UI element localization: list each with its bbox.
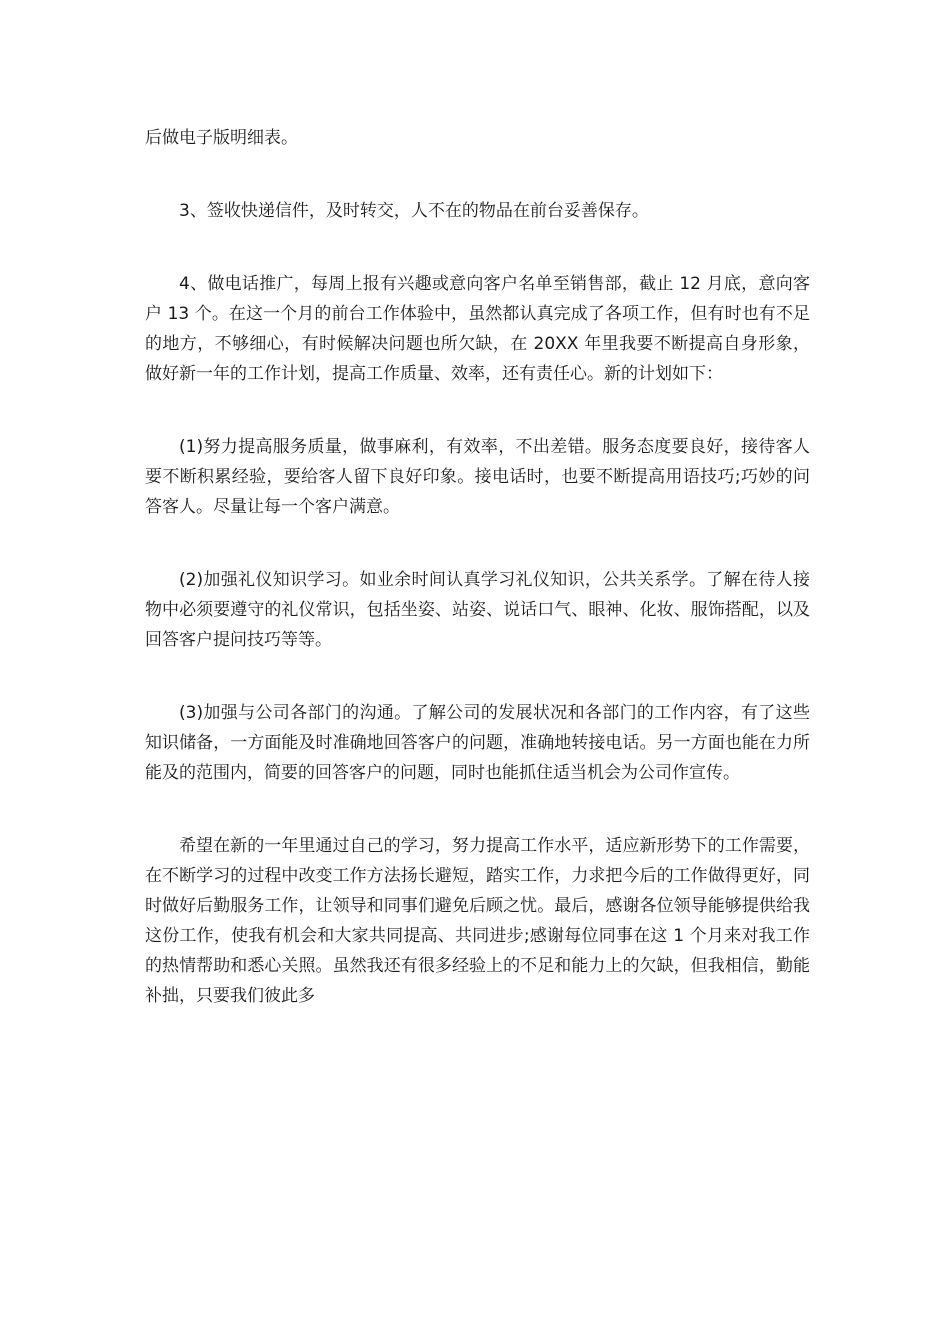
paragraph-plan-1: (1)努力提高服务质量，做事麻利，有效率，不出差错。服务态度要良好，接待客人要不断积累经验，要给客人留下良好印象。接电话时，也要不断提高用语技巧;巧妙的问答客人。尽量让每一个客户满意。 — [145, 437, 810, 517]
paragraph-plan-2: (2)加强礼仪知识学习。如业余时间认真学习礼仪知识，公共关系学。了解在待人接物中必须要遵守的礼仪常识，包括坐姿、站姿、说话口气、眼神、化妆、服饰搭配，以及回答客户提问技巧等等。 — [145, 570, 810, 650]
paragraph-item-3: 3、签收快递信件，及时转交，人不在的物品在前台妥善保存。 — [179, 201, 649, 221]
paragraph-item-4: 4、做电话推广，每周上报有兴趣或意向客户名单至销售部，截止 12 月底，意向客户 13 个。在这一个月的前台工作体验中，虽然都认真完成了各项工作，但有时也有不足的地方，不够细心，有时候解决问题也所欠缺，在 20XX 年里我要不断提高自身形象，做好新一年的工作计划，提高工作质量、效率，还有责任心。新的计划如下： — [145, 274, 810, 384]
document-body — [145, 123, 810, 1011]
paragraph-continuation: 后做电子版明细表。 — [145, 128, 298, 148]
paragraph-closing: 希望在新的一年里通过自己的学习，努力提高工作水平，适应新形势下的工作需要，在不断学习的过程中改变工作方法扬长避短，踏实工作，力求把今后的工作做得更好，同时做好后勤服务工作，让领导和同事们避免后顾之忧。最后，感谢各位领导能够提供给我这份工作，使我有机会和大家共同提高、共同进步;感谢每位同事在这 1 个月来对我工作的热情帮助和悉心关照。虽然我还有很多经验上的不足和能力上的欠缺，但我相信，勤能补拙，只要我们彼此多 — [145, 836, 810, 1006]
paragraph-plan-3: (3)加强与公司各部门的沟通。了解公司的发展状况和各部门的工作内容，有了这些知识储备，一方面能及时准确地回答客户的问题，准确地转接电话。另一方面也能在力所能及的范围内，简要的回答客户的问题，同时也能抓住适当机会为公司作宣传。 — [145, 703, 810, 783]
